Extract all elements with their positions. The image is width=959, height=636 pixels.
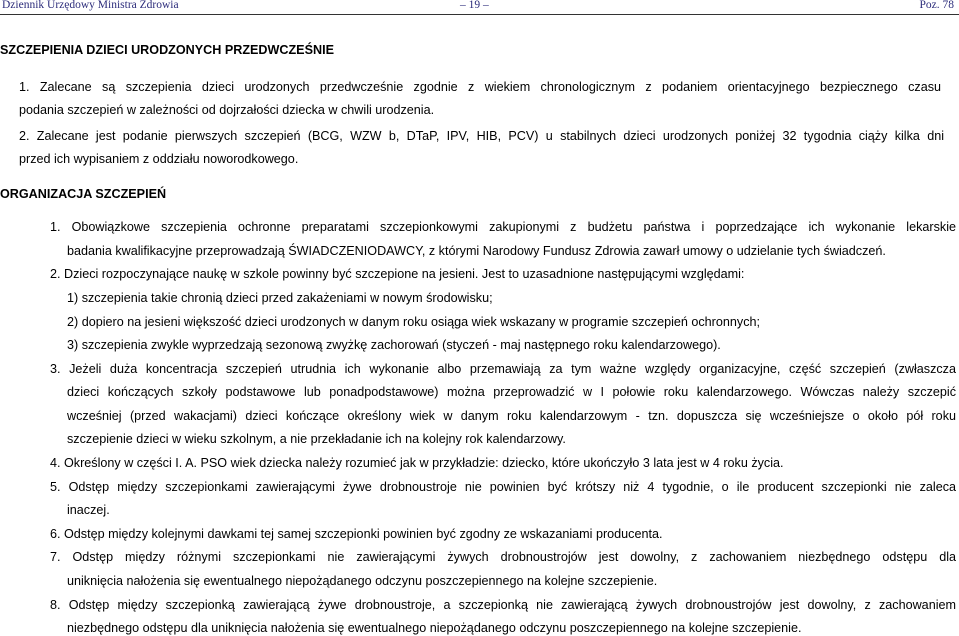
paragraph-line: przed ich wypisaniem z oddziału noworodkowego. <box>19 152 299 166</box>
paragraph-line: 2) dopiero na jesieni większość dzieci urodzonych w danym roku osiąga wiek wskazany w programie szczepień ochronnych; <box>67 315 760 329</box>
paragraph-line: wcześniej (przed wakacjami) dzieci kończące określony wiek w danym roku kalendarzowym - tzn. dopuszcza się wcześniejsze o około pół roku <box>67 409 956 423</box>
paragraph-line: 2. Dzieci rozpoczynające naukę w szkole powinny być szczepione na jesieni. Jest to uzasadnione następującymi względami: <box>50 267 745 281</box>
header-rule <box>0 14 959 15</box>
paragraph-line: 3) szczepienia zwykle wyprzedzają sezonową zwyżkę zachorowań (styczeń - maj następnego roku kalendarzowego). <box>67 338 721 352</box>
paragraph-line: 4. Określony w części I. A. PSO wiek dziecka należy rozumieć jak w przykładzie: dziecko, które ukończyło 3 lata jest w 4 roku życia. <box>50 456 784 470</box>
paragraph-line: badania kwalifikacyjne przeprowadzają ŚWIADCZENIODAWCY, z którymi Narodowy Fundusz Zdrowia zawarł umowy o udzielanie tych świadczeń. <box>67 244 886 258</box>
paragraph-line: 7. Odstęp między różnymi szczepionkami nie zawierającymi żywych drobnoustrojów jest dowolny, z zachowaniem niezbędnego odstępu dla <box>50 550 956 564</box>
paragraph-line: 3. Jeżeli duża koncentracja szczepień utrudnia ich wykonanie albo przemawiają za tym ważne względy organizacyjne, część szczepień (zwłaszcza <box>50 362 956 376</box>
paragraph-line: inaczej. <box>67 503 110 517</box>
paragraph-line: 6. Odstęp między kolejnymi dawkami tej samej szczepionki powinien być zgodny ze wskazaniami producenta. <box>50 527 663 541</box>
paragraph-line: 1. Zalecane są szczepienia dzieci urodzonych przedwcześnie zgodnie z wiekiem chronologicznym z podaniem orientacyjnego bezpiecznego czasu <box>19 80 941 94</box>
heading-premature: SZCZEPIENIA DZIECI URODZONYCH PRZEDWCZEŚNIE <box>0 43 334 57</box>
paragraph-line: 1. Obowiązkowe szczepienia ochronne preparatami szczepionkowymi zakupionymi z budżetu państwa i poprzedzające ich wykonanie lekarskie <box>50 220 956 234</box>
page-header <box>0 0 959 14</box>
paragraph-line: podania szczepień w zależności od dojrzałości dziecka w chwili urodzenia. <box>19 103 435 117</box>
position-number: Poz. 78 <box>919 0 954 11</box>
paragraph-line: szczepienie dzieci w wieku szkolnym, a nie przekładanie ich na kolejny rok kalendarzowy. <box>67 432 566 446</box>
journal-title: Dziennik Urzędowy Ministra Zdrowia <box>2 0 179 11</box>
paragraph-line: niezbędnego odstępu dla uniknięcia nałożenia się ewentualnego niepożądanego odczynu poszczepiennego na kolejne szczepienie. <box>67 621 802 635</box>
paragraph-line: 5. Odstęp między szczepionkami zawierającymi żywe drobnoustroje nie powinien być krótszy niż 4 tygodnie, o ile producent szczepionki nie zaleca <box>50 480 956 494</box>
heading-organization: ORGANIZACJA SZCZEPIEŃ <box>0 187 167 201</box>
paragraph-line: 8. Odstęp między szczepionką zawierającą żywe drobnoustroje, a szczepionką nie zawierającą żywych drobnoustrojów jest dowolny, z zachowaniem <box>50 598 956 612</box>
paragraph-line: 1) szczepienia takie chronią dzieci przed zakażeniami w nowym środowisku; <box>67 291 493 305</box>
page-number: – 19 – <box>460 0 489 11</box>
paragraph-line: 2. Zalecane jest podanie pierwszych szczepień (BCG, WZW b, DTaP, IPV, HIB, PCV) u stabilnych dzieci urodzonych poniżej 32 tygodnia ciąży kilka dni <box>19 129 944 143</box>
paragraph-line: dzieci kończących szkoły podstawowe lub ponadpodstawowe) można przeprowadzić w I połowie roku kalendarzowego. Wówczas należy szczepić <box>67 385 956 399</box>
paragraph-line: uniknięcia nałożenia się ewentualnego niepożądanego odczynu poszczepiennego na kolejne szczepienie. <box>67 574 658 588</box>
